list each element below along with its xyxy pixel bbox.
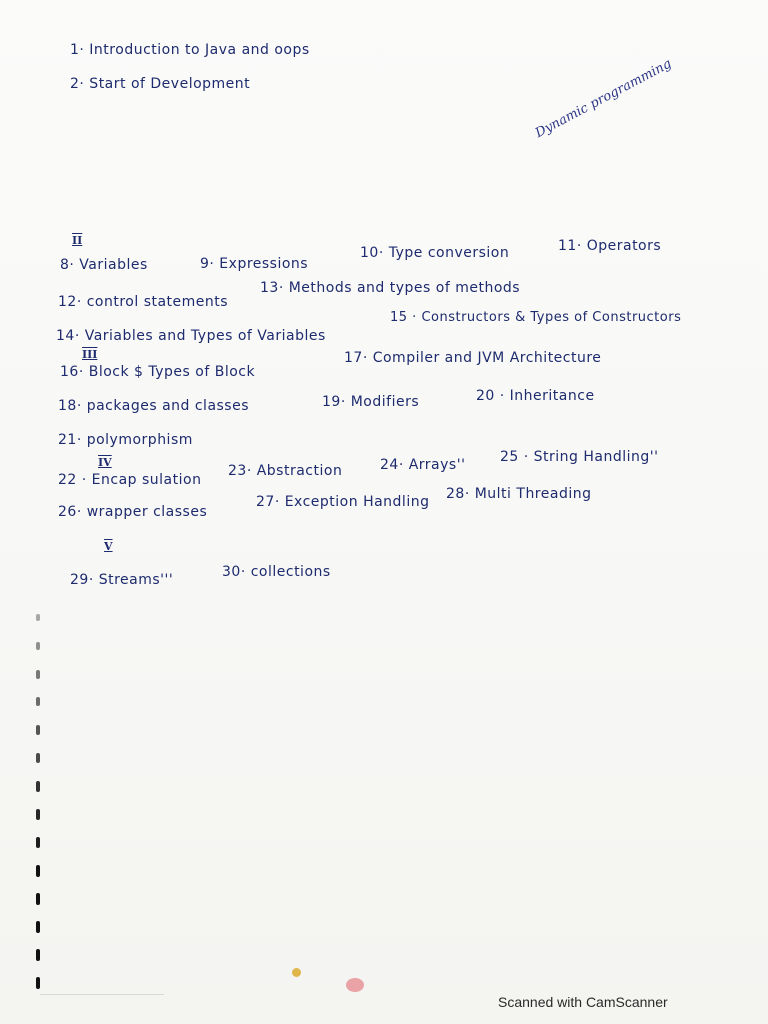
binder-hole xyxy=(36,753,40,763)
topic-27: 27· Exception Handling xyxy=(256,494,430,510)
topic-16: 16· Block $ Types of Block xyxy=(60,364,256,380)
topic-14: 14· Variables and Types of Variables xyxy=(56,328,326,344)
topic-13: 13· Methods and types of methods xyxy=(260,280,521,296)
section-marker-iv: IV xyxy=(98,456,112,469)
paper-speck xyxy=(346,978,364,992)
topic-17: 17· Compiler and JVM Architecture xyxy=(344,350,602,366)
scanner-watermark: Scanned with CamScanner xyxy=(498,994,668,1010)
topic-19: 19· Modifiers xyxy=(322,394,420,410)
binder-hole xyxy=(36,865,40,877)
binder-hole xyxy=(36,642,40,650)
topic-21: 21· polymorphism xyxy=(58,432,193,448)
topic-25: 25 · String Handling'' xyxy=(500,449,659,465)
topic-2: 2· Start of Development xyxy=(70,76,251,92)
binder-hole xyxy=(36,837,40,848)
binder-hole xyxy=(36,893,40,905)
binder-hole xyxy=(36,670,40,679)
margin-note: Dynamic programming xyxy=(532,56,675,141)
topic-20: 20 · Inheritance xyxy=(476,388,595,404)
topic-10: 10· Type conversion xyxy=(360,245,510,261)
page-edge-line xyxy=(40,994,164,995)
topic-12: 12· control statements xyxy=(58,294,229,310)
topic-18: 18· packages and classes xyxy=(58,398,250,414)
section-marker-iii: III xyxy=(82,348,98,361)
binder-hole xyxy=(36,725,40,735)
topic-26: 26· wrapper classes xyxy=(58,504,208,520)
paper-speck xyxy=(292,968,301,977)
section-marker-v: V xyxy=(104,540,113,553)
binder-hole xyxy=(36,809,40,820)
topic-9: 9· Expressions xyxy=(200,256,309,272)
section-marker-ii: II xyxy=(72,234,83,247)
topic-11: 11· Operators xyxy=(558,238,662,254)
binder-hole xyxy=(36,614,40,621)
topic-22: 22 · Encap sulation xyxy=(58,472,202,488)
topic-8: 8· Variables xyxy=(60,257,148,273)
binder-hole xyxy=(36,949,40,961)
topic-24: 24· Arrays'' xyxy=(380,457,466,473)
binder-hole xyxy=(36,921,40,933)
topic-29: 29· Streams''' xyxy=(70,572,174,588)
topic-30: 30· collections xyxy=(222,564,331,580)
topic-23: 23· Abstraction xyxy=(228,463,343,479)
binder-hole xyxy=(36,697,40,706)
topic-28: 28· Multi Threading xyxy=(446,486,592,502)
topic-15: 15 · Constructors & Types of Constructors xyxy=(390,310,682,325)
binder-hole xyxy=(36,781,40,792)
topic-1: 1· Introduction to Java and oops xyxy=(70,42,310,58)
binder-hole xyxy=(36,977,40,989)
